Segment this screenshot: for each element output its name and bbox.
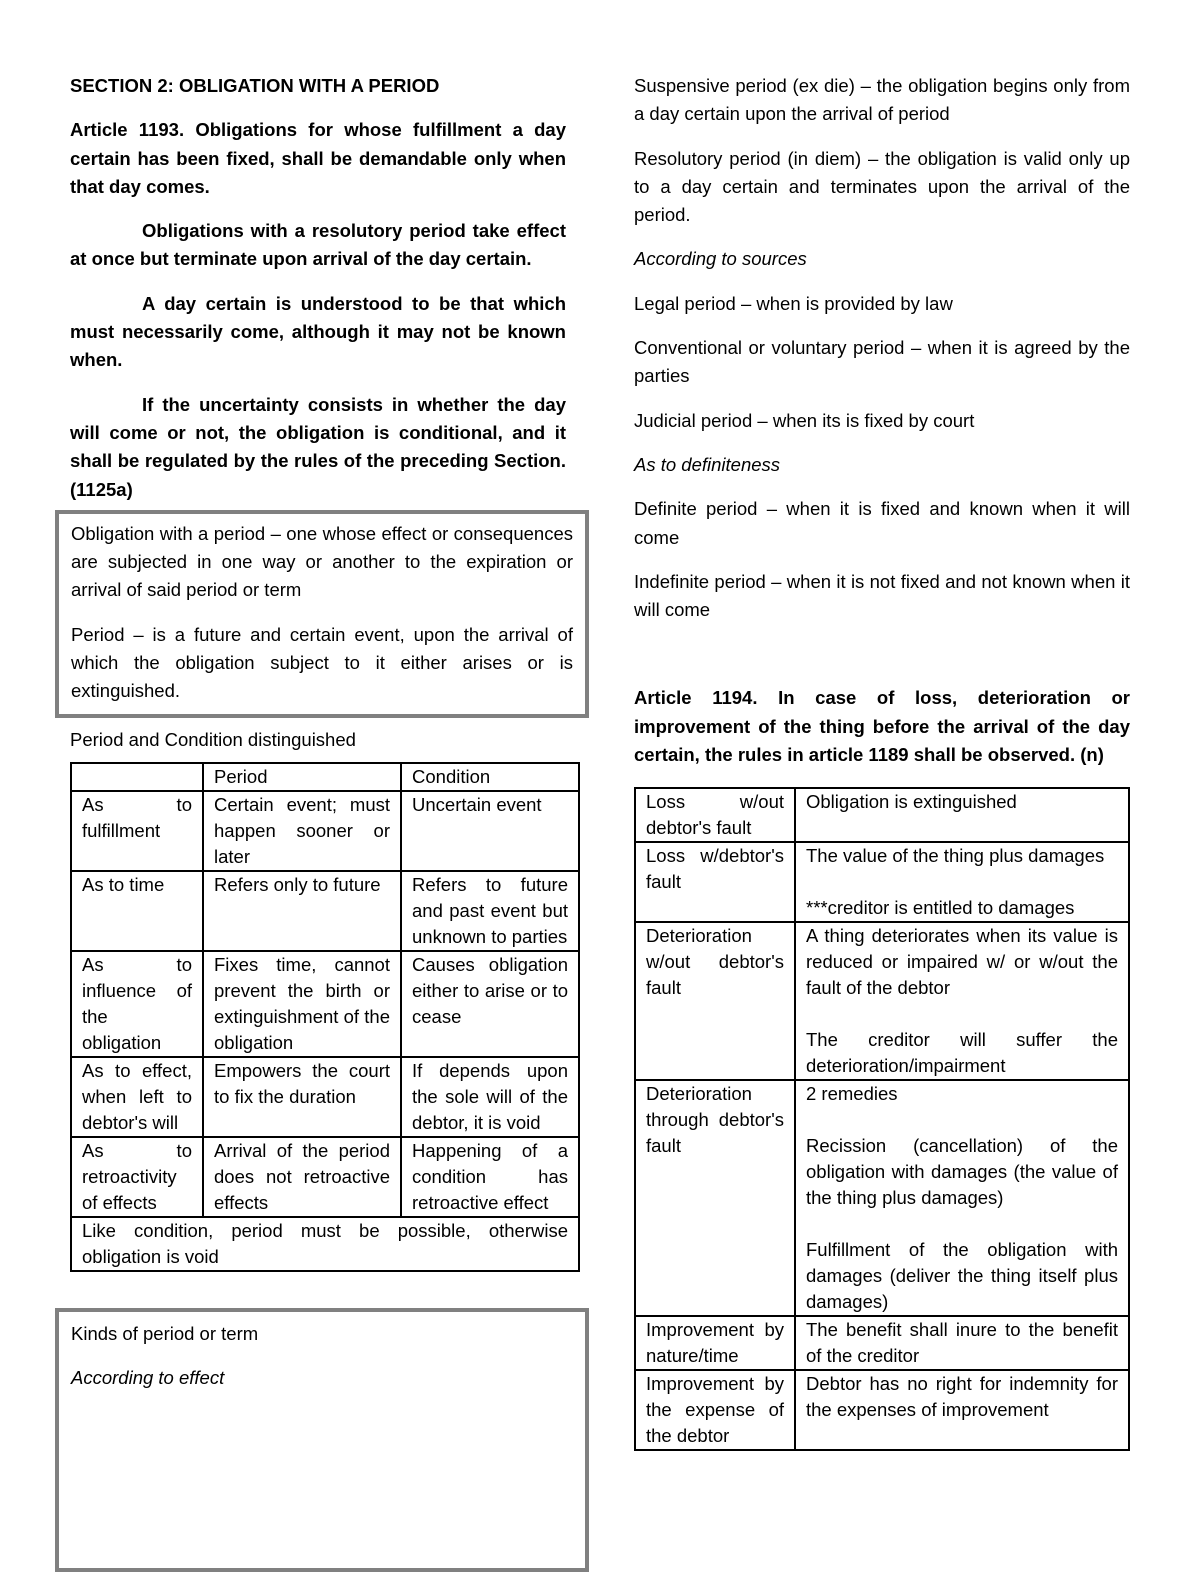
table-cell: Empowers the court to fix the duration [203, 1057, 401, 1137]
suspensive-period: Suspensive period (ex die) – the obligation begins only from a day certain upon the arrival of period [634, 75, 1130, 125]
table-header-cell: Period [203, 763, 401, 791]
table-row [71, 871, 579, 951]
table-cell [795, 842, 1129, 922]
table-cell: Uncertain event [401, 791, 579, 871]
definition-box [55, 510, 589, 718]
according-to-effect-heading: According to effect [71, 1367, 225, 1389]
cell-line: A thing deteriorates when its value is reduced or impaired w/ or w/out the fault of the debtor [806, 925, 1118, 999]
table-cell: As to retroactivity of effects [71, 1137, 203, 1217]
table-cell: Certain event; must happen sooner or later [203, 791, 401, 871]
cell-line: The value of the thing plus damages [806, 845, 1105, 867]
table-cell: Deterioration w/out debtor's fault [635, 922, 795, 1080]
table-cell: The benefit shall inure to the benefit of the creditor [795, 1316, 1129, 1370]
definiteness-heading: As to definiteness [634, 453, 781, 475]
period-definition: Period – is a future and certain event, upon the arrival of which the obligation subject to it either arises or is extinguished. [71, 623, 573, 702]
section-title: SECTION 2: OBLIGATION WITH A PERIOD [70, 75, 440, 96]
table-row [635, 788, 1129, 842]
cell-line: Fulfillment of the obligation with damages (deliver the thing itself plus damages) [806, 1239, 1118, 1313]
period-condition-table [70, 762, 580, 1272]
indefinite-period: Indefinite period – when it is not fixed and not known when it will come [634, 570, 1130, 621]
table-cell [795, 1080, 1129, 1316]
article-1194: Article 1194. In case of loss, deterioration or improvement of the thing before the arrival of the day certain, the rules in article 1189 shall be observed. (n) [634, 687, 1130, 766]
table-row [71, 791, 579, 871]
table-row [71, 1057, 579, 1137]
table-cell: Fixes time, cannot prevent the birth or extinguishment of the obligation [203, 951, 401, 1057]
resolutory-period: Resolutory period (in diem) – the obligation is valid only up to a day certain and terminates upon the arrival of the period. [634, 147, 1130, 226]
table-row [635, 1316, 1129, 1370]
left-column [70, 72, 573, 1572]
table-cell: Deterioration through debtor's fault [635, 1080, 795, 1316]
cell-line: 2 remedies [806, 1083, 898, 1105]
legal-period: Legal period – when is provided by law [634, 292, 953, 314]
table-row [635, 922, 1129, 1080]
definite-period: Definite period – when it is fixed and known when it will come [634, 498, 1130, 548]
table-cell: Obligation is extinguished [795, 788, 1129, 842]
table-cell: Debtor has no right for indemnity for the expenses of improvement [795, 1370, 1129, 1450]
table-cell: Improvement by nature/time [635, 1316, 795, 1370]
according-to-sources-heading: According to sources [634, 248, 807, 270]
table-cell: Loss w/debtor's fault [635, 842, 795, 922]
table-row [635, 1080, 1129, 1316]
table-cell [795, 922, 1129, 1080]
table-header-cell [71, 763, 203, 791]
cell-line: The creditor will suffer the deterioration/impairment [806, 1029, 1118, 1077]
article-1193-paragraph-3: A day certain is understood to be that which must necessarily come, although it may not be known when. [70, 292, 566, 371]
table-header-row [71, 763, 579, 791]
obligation-with-period-definition: Obligation with a period – one whose effect or consequences are subjected in one way or another to the expiration or arrival of said period or term [71, 522, 573, 601]
table-cell: As to time [71, 871, 203, 951]
table-row [635, 1370, 1129, 1450]
article-1193-paragraph-4: If the uncertainty consists in whether the day will come or not, the obligation is conditional, and it shall be regulated by the rules of the preceding Section. (1125a) [70, 393, 566, 500]
table-row [635, 842, 1129, 922]
table-footer-row [71, 1217, 579, 1271]
distinguish-heading: Period and Condition distinguished [70, 728, 356, 750]
kinds-of-period-box [55, 1308, 589, 1572]
table-cell: As to effect, when left to debtor's will [71, 1057, 203, 1137]
article-1193-paragraph-1: Article 1193. Obligations for whose fulfillment a day certain has been fixed, shall be demandable only when that day comes. [70, 119, 566, 197]
conventional-period: Conventional or voluntary period – when it is agreed by the parties [634, 337, 1130, 387]
table-footer-cell: Like condition, period must be possible, otherwise obligation is void [71, 1217, 579, 1271]
kinds-title: Kinds of period or term [71, 1322, 259, 1344]
table-cell: As to influence of the obligation [71, 951, 203, 1057]
loss-deterioration-table [634, 787, 1130, 1451]
table-cell: If depends upon the sole will of the debtor, it is void [401, 1057, 579, 1137]
right-column [634, 72, 1130, 1451]
table-cell: Refers to future and past event but unknown to parties [401, 871, 579, 951]
table-cell: Refers only to future [203, 871, 401, 951]
article-1193-paragraph-2: Obligations with a resolutory period take effect at once but terminate upon arrival of the day certain. [70, 220, 566, 270]
table-cell: Causes obligation either to arise or to cease [401, 951, 579, 1057]
table-row [71, 1137, 579, 1217]
cell-line: ***creditor is entitled to damages [806, 897, 1075, 919]
cell-line: Recission (cancellation) of the obligation with damages (the value of the thing plus damages) [806, 1135, 1118, 1209]
table-cell: Happening of a condition has retroactive effect [401, 1137, 579, 1217]
table-row [71, 951, 579, 1057]
judicial-period: Judicial period – when its is fixed by court [634, 409, 975, 431]
table-header-cell: Condition [401, 763, 579, 791]
table-cell: Loss w/out debtor's fault [635, 788, 795, 842]
table-cell: Improvement by the expense of the debtor [635, 1370, 795, 1450]
table-cell: As to fulfillment [71, 791, 203, 871]
table-cell: Arrival of the period does not retroactive effects [203, 1137, 401, 1217]
